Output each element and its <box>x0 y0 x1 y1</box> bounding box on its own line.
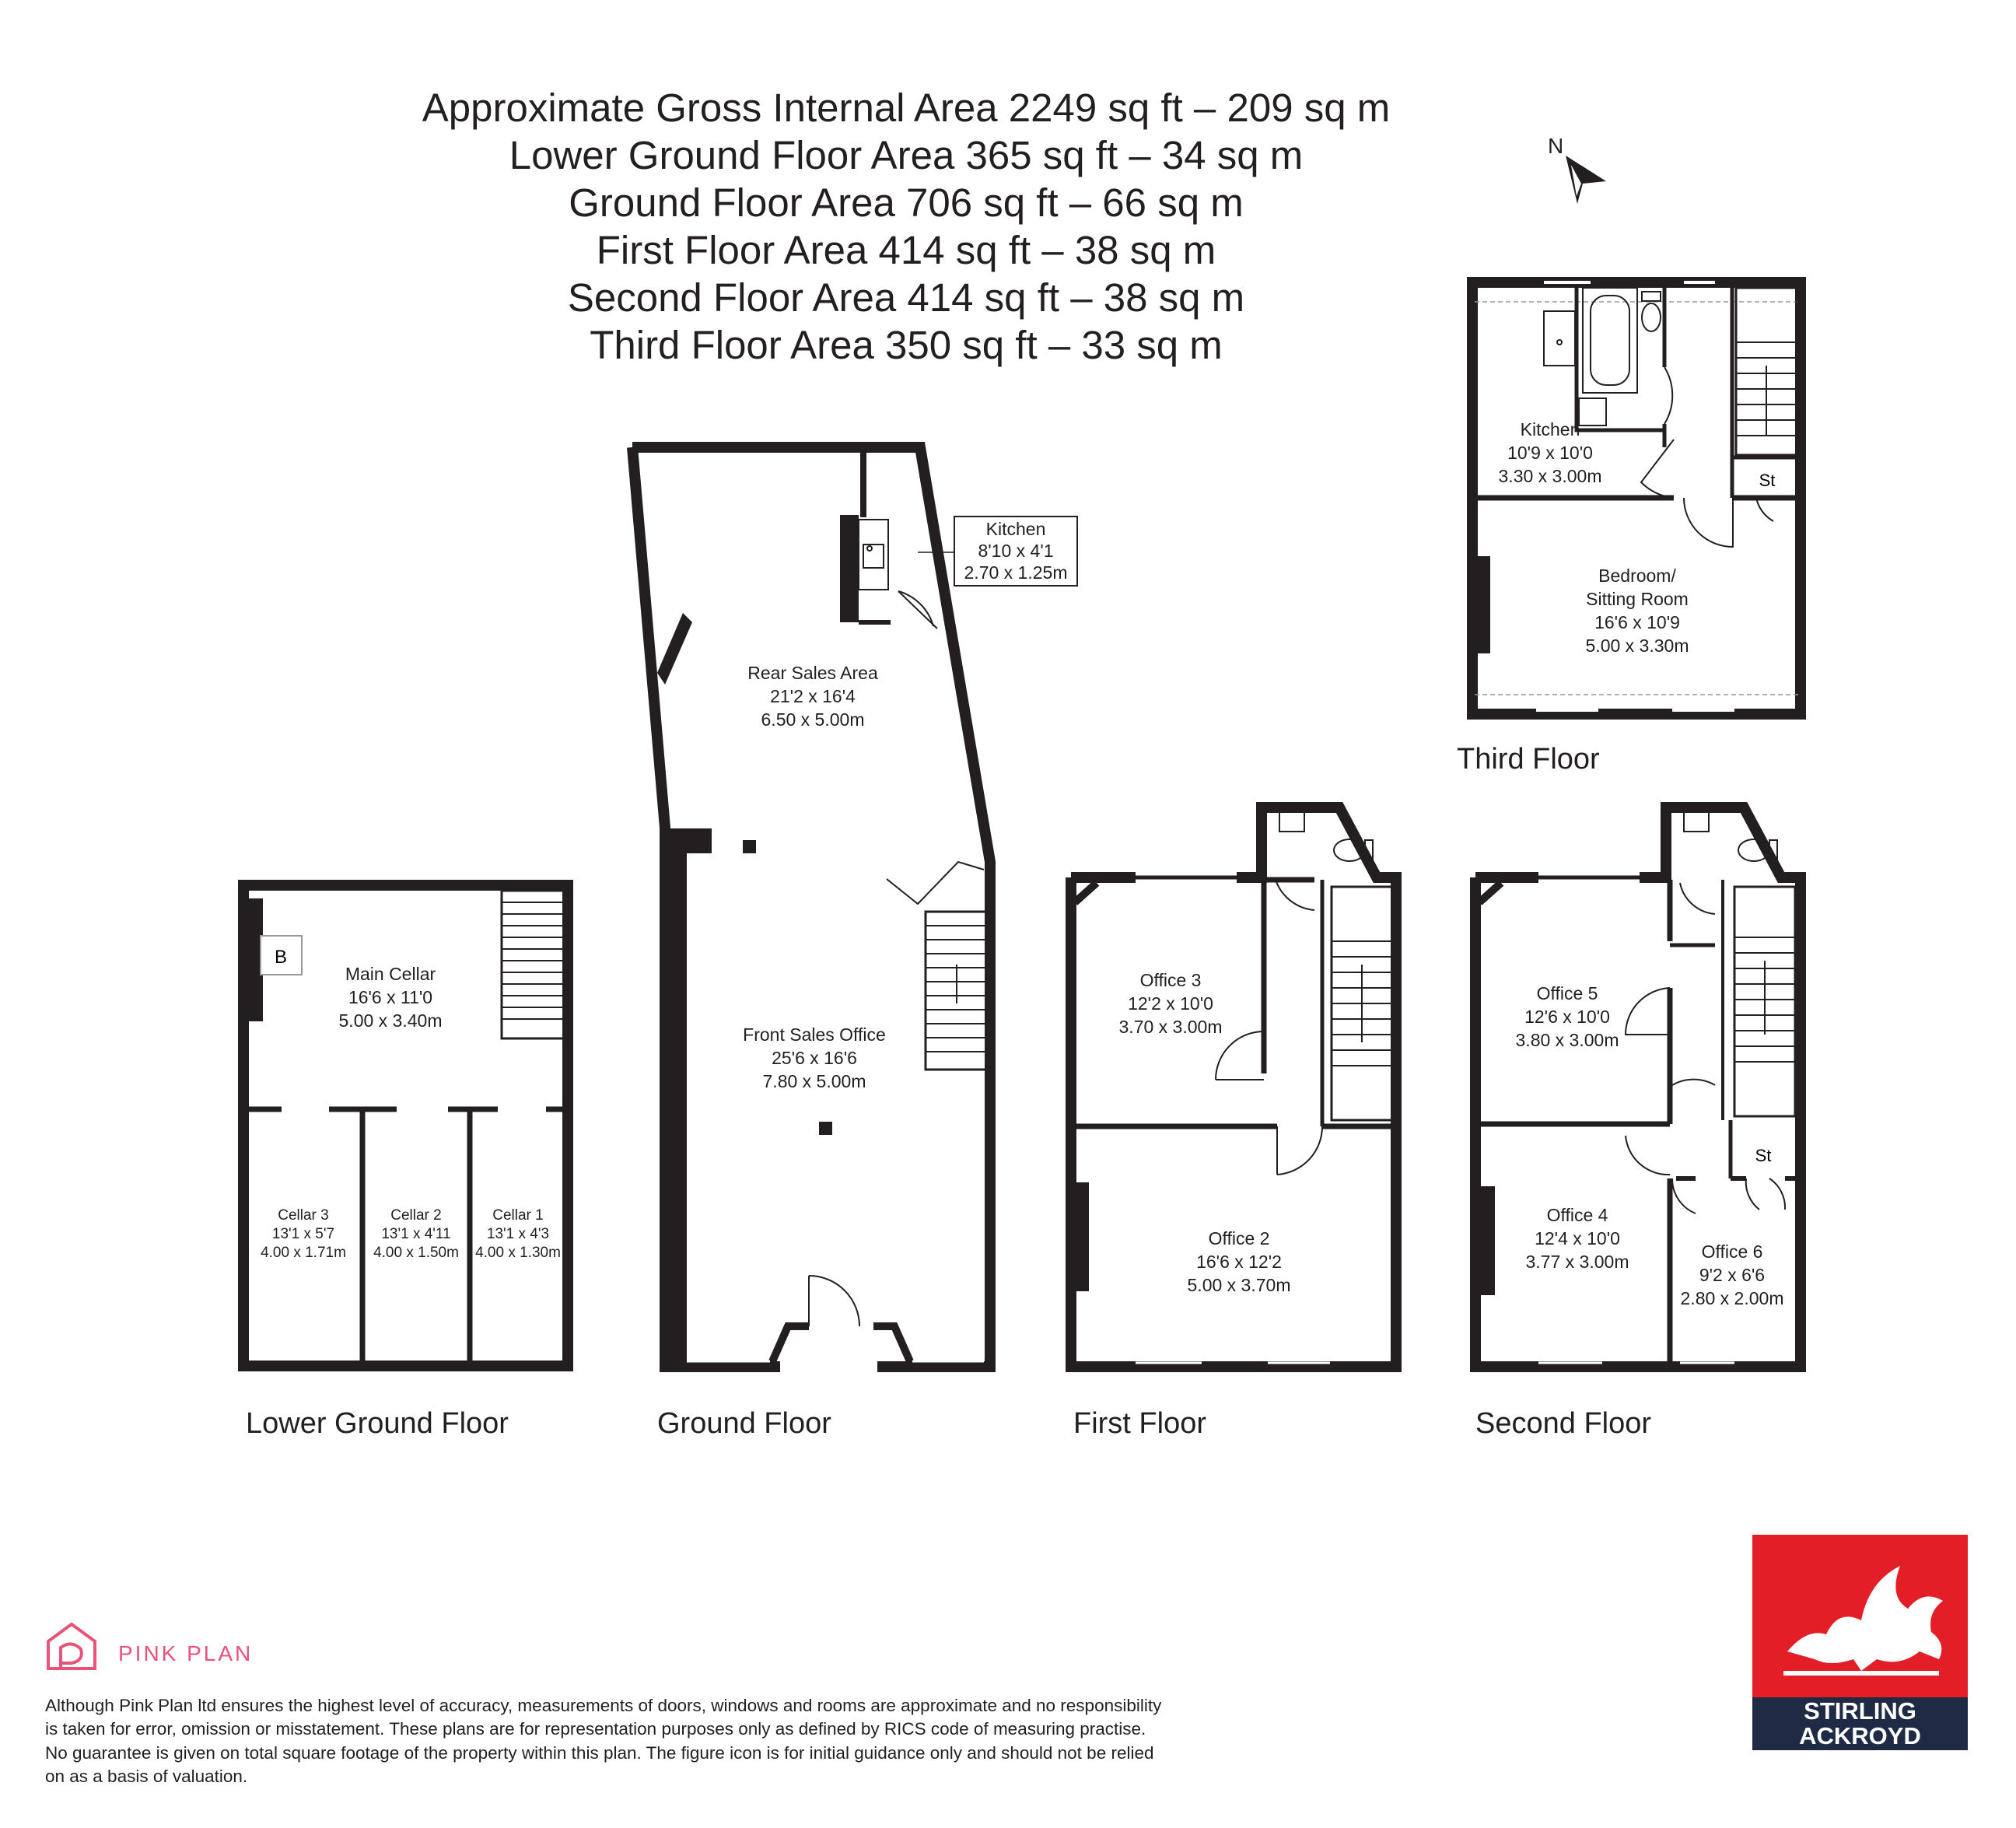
disclaimer-text: Although Pink Plan ltd ensures the highest level of accuracy, measurements of doors, windows and rooms are approximate and no responsibility is taken for error, omission or misstatement. These plans are for representation purposes only as defined by RICS code of measuring practise. No guarantee is given on total square footage of the property within this plan. The figure icon is for initial guidance only and should not be relied on as a basis of valuation. <box>45 1696 1162 1787</box>
gross-area-text: Approximate Gross Internal Area 2249 sq ft – 209 sq m <box>422 86 1391 130</box>
cellar3-metric: 4.00 x 1.71m <box>261 1245 346 1261</box>
stairs-icon <box>502 891 564 1038</box>
office5-metric: 3.80 x 3.00m <box>1515 1030 1619 1050</box>
stirling-ackroyd-logo <box>1752 1535 1968 1750</box>
ground-kitchen-metric: 2.70 x 1.25m <box>964 562 1068 583</box>
office4-metric: 3.77 x 3.00m <box>1525 1252 1629 1272</box>
office4-name: Office 4 <box>1546 1205 1608 1225</box>
kitchen-sink-icon <box>1544 311 1575 366</box>
first-area-text: First Floor Area 414 sq ft – 38 sq m <box>596 228 1216 272</box>
front-sales-imperial: 25'6 x 16'6 <box>772 1048 857 1068</box>
stairs-icon <box>1734 887 1795 1116</box>
brand-line2: ACKROYD <box>1799 1722 1921 1749</box>
third-kitchen-imperial: 10'9 x 10'0 <box>1507 443 1593 463</box>
cellar1-name: Cellar 1 <box>492 1207 544 1224</box>
bedroom-imperial: 16'6 x 10'9 <box>1594 612 1680 632</box>
basin-icon <box>1279 811 1304 832</box>
bedroom-name-2: Sitting Room <box>1586 589 1689 609</box>
stairs-icon <box>1736 288 1797 455</box>
area-summary <box>422 86 1391 367</box>
bath-icon <box>1583 288 1637 393</box>
toilet-icon <box>1642 292 1661 331</box>
third-floor-label: Third Floor <box>1457 743 1600 776</box>
stairs-icon <box>1332 887 1392 1120</box>
rear-sales-metric: 6.50 x 5.00m <box>761 709 865 730</box>
office6-imperial: 9'2 x 6'6 <box>1699 1265 1766 1285</box>
cellar3-name: Cellar 3 <box>278 1207 329 1224</box>
boiler-label: B <box>274 947 288 968</box>
basin-icon <box>1684 811 1709 832</box>
pink-plan-logo-icon <box>48 1624 95 1669</box>
third-kitchen-metric: 3.30 x 3.00m <box>1498 466 1602 486</box>
first-floor-label: First Floor <box>1073 1407 1206 1440</box>
cellar2-name: Cellar 2 <box>390 1207 442 1224</box>
lower-ground-floor-plan <box>243 885 568 1440</box>
kitchen-sink-icon <box>859 520 888 590</box>
griffin-icon <box>1752 1535 1968 1697</box>
cellar1-metric: 4.00 x 1.30m <box>475 1245 561 1261</box>
front-sales-name: Front Sales Office <box>743 1024 886 1045</box>
third-area-text: Third Floor Area 350 sq ft – 33 sq m <box>590 323 1223 367</box>
ground-floor-plan <box>632 447 1077 1440</box>
cellar2-metric: 4.00 x 1.50m <box>373 1245 459 1261</box>
office2-metric: 5.00 x 3.70m <box>1187 1275 1291 1295</box>
office5-name: Office 5 <box>1536 983 1598 1003</box>
cellar1-imperial: 13'1 x 4'3 <box>486 1226 550 1242</box>
front-sales-metric: 7.80 x 5.00m <box>762 1071 866 1091</box>
second-floor-label: Second Floor <box>1475 1407 1652 1440</box>
bedroom-name-1: Bedroom/ <box>1598 566 1676 586</box>
stairs-icon <box>926 912 988 1070</box>
office3-metric: 3.70 x 3.00m <box>1118 1017 1223 1037</box>
cellar2-imperial: 13'1 x 4'11 <box>381 1226 451 1242</box>
rear-sales-name: Rear Sales Area <box>747 663 878 683</box>
basin-icon <box>1579 398 1606 425</box>
ground-kitchen-imperial: 8'10 x 4'1 <box>978 541 1054 561</box>
second-store-label: St <box>1755 1146 1772 1165</box>
third-floor-plan <box>1457 282 1801 776</box>
office3-imperial: 12'2 x 10'0 <box>1128 993 1213 1014</box>
office6-name: Office 6 <box>1701 1241 1763 1262</box>
second-floor-plan <box>1475 807 1801 1440</box>
north-label: N <box>1548 134 1564 158</box>
office2-imperial: 16'6 x 12'2 <box>1196 1252 1282 1272</box>
main-cellar-name: Main Cellar <box>345 964 436 984</box>
ground-floor-label: Ground Floor <box>657 1407 831 1440</box>
brand-line1: STIRLING <box>1804 1697 1916 1725</box>
third-store-label: St <box>1759 471 1776 490</box>
pink-plan-name: PINK PLAN <box>118 1641 254 1665</box>
office3-name: Office 3 <box>1139 970 1202 990</box>
office2-name: Office 2 <box>1208 1228 1270 1248</box>
first-floor-plan <box>1071 807 1396 1440</box>
office6-metric: 2.80 x 2.00m <box>1680 1288 1784 1308</box>
ground-area-text: Ground Floor Area 706 sq ft – 66 sq m <box>569 180 1244 225</box>
third-kitchen-name: Kitchen <box>1520 419 1580 439</box>
office5-imperial: 12'6 x 10'0 <box>1524 1007 1610 1027</box>
bedroom-metric: 5.00 x 3.30m <box>1585 636 1689 656</box>
office4-imperial: 12'4 x 10'0 <box>1535 1228 1620 1248</box>
second-area-text: Second Floor Area 414 sq ft – 38 sq m <box>567 275 1245 320</box>
front-door-icon <box>809 1276 859 1326</box>
main-cellar-metric: 5.00 x 3.40m <box>338 1010 443 1031</box>
main-cellar-imperial: 16'6 x 11'0 <box>348 987 433 1007</box>
north-arrow-icon <box>1548 134 1606 204</box>
lower-ground-floor-label: Lower Ground Floor <box>246 1407 509 1440</box>
rear-sales-imperial: 21'2 x 16'4 <box>770 686 856 706</box>
ground-kitchen-name: Kitchen <box>985 519 1046 539</box>
lower-ground-area-text: Lower Ground Floor Area 365 sq ft – 34 sq m <box>509 133 1304 177</box>
cellar3-imperial: 13'1 x 5'7 <box>271 1226 335 1242</box>
brand-name <box>1752 1697 1968 1750</box>
